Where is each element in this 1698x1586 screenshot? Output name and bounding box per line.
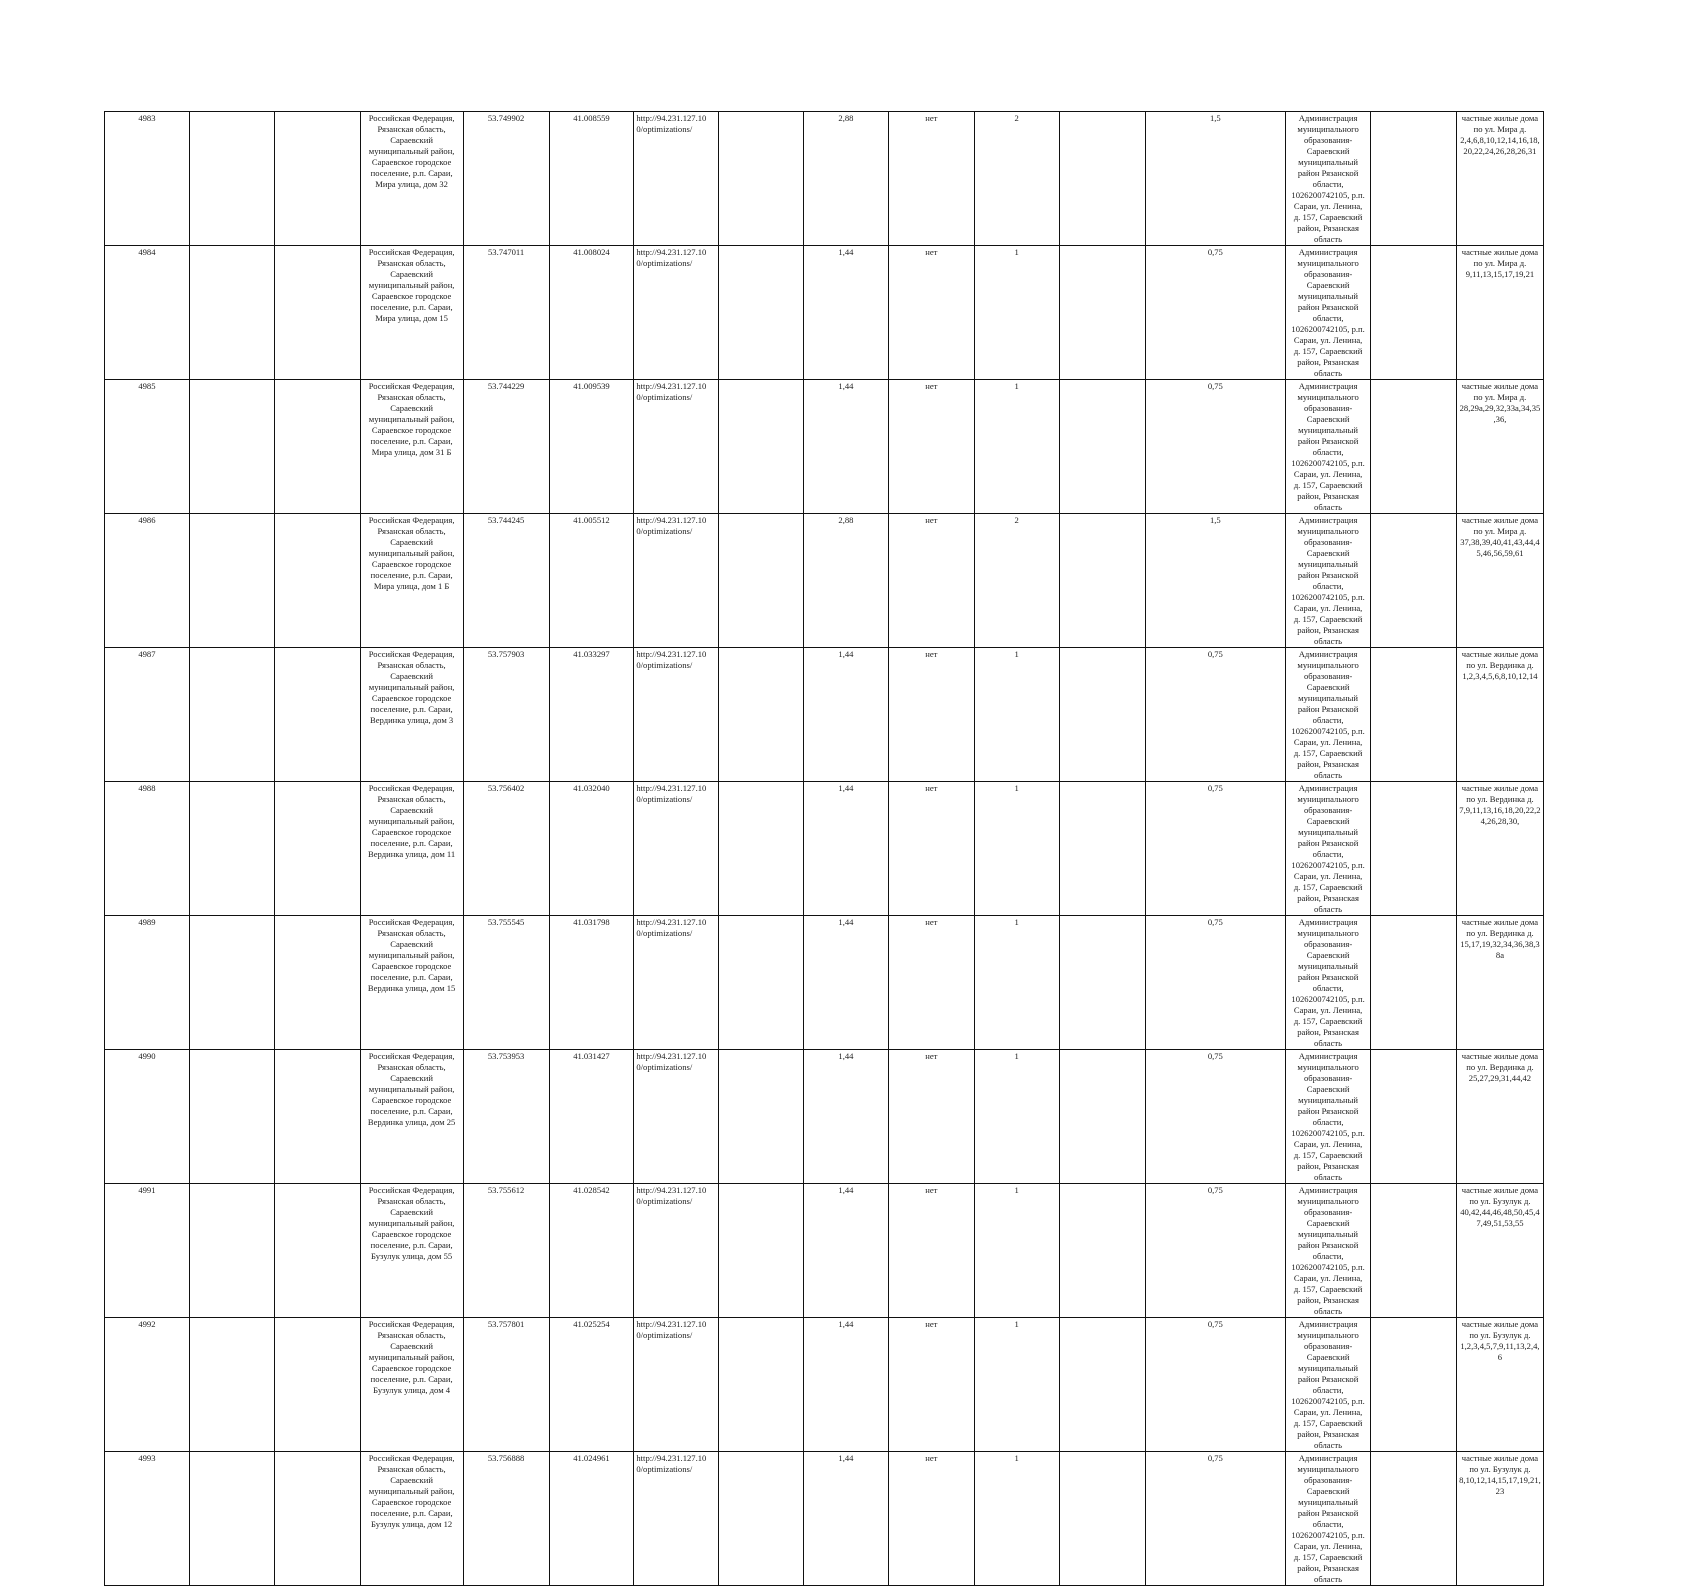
table-body [105,112,1544,1586]
longitude-cell: 41.009539 [549,380,634,514]
empty-cell [1371,1184,1457,1318]
empty-cell [1371,246,1457,380]
empty-cell [719,380,804,514]
empty-cell [274,1318,360,1452]
empty-cell [274,782,360,916]
container-count-cell: 1 [974,782,1059,916]
table-row [105,1050,1544,1184]
area-cell: 1,44 [804,1318,889,1452]
empty-cell [719,1050,804,1184]
empty-cell [189,1318,274,1452]
empty-cell [189,1050,274,1184]
empty-cell [189,916,274,1050]
owner-cell: Администрация муниципального образования- Сараевский муниципальный район Рязанской области, 1026200742105, р.п. Сараи, ул. Ленина, д. 157, Сараевский район, Рязанская область [1286,246,1371,380]
empty-cell [274,916,360,1050]
table-row [105,1452,1544,1586]
area-cell: 1,44 [804,380,889,514]
empty-cell [1059,782,1145,916]
table-row [105,246,1544,380]
empty-cell [719,514,804,648]
cover-cell: нет [888,514,974,648]
area-cell: 2,88 [804,514,889,648]
empty-cell [274,1452,360,1586]
latitude-cell: 53.744245 [463,514,549,648]
empty-cell [274,648,360,782]
latitude-cell: 53.753953 [463,1050,549,1184]
empty-cell [189,648,274,782]
empty-cell [189,112,274,246]
row-number-cell: 4991 [105,1184,190,1318]
container-count-cell: 1 [974,916,1059,1050]
waste-sources-cell: частные жилые дома по ул. Вердинка д. 25,27,29,31,44,42 [1456,1050,1543,1184]
area-cell: 2,88 [804,112,889,246]
empty-cell [1371,380,1457,514]
row-number-cell: 4989 [105,916,190,1050]
empty-cell [719,1184,804,1318]
owner-cell: Администрация муниципального образования- Сараевский муниципальный район Рязанской области, 1026200742105, р.п. Сараи, ул. Ленина, д. 157, Сараевский район, Рязанская область [1286,1318,1371,1452]
owner-cell: Администрация муниципального образования- Сараевский муниципальный район Рязанской области, 1026200742105, р.п. Сараи, ул. Ленина, д. 157, Сараевский район, Рязанская область [1286,112,1371,246]
waste-sources-cell: частные жилые дома по ул. Вердинка д. 7,9,11,13,16,18,20,22,24,26,28,30, [1456,782,1543,916]
table-row [105,380,1544,514]
cover-cell: нет [888,380,974,514]
longitude-cell: 41.031427 [549,1050,634,1184]
empty-cell [719,1318,804,1452]
address-cell: Российская Федерация, Рязанская область, Сараевский муниципальный район, Сараевское городское поселение, р.п. Сараи, Вердинка улица, дом 25 [360,1050,463,1184]
waste-sources-cell: частные жилые дома по ул. Мира д. 37,38,39,40,41,43,44,45,46,56,59,61 [1456,514,1543,648]
container-count-cell: 2 [974,514,1059,648]
area-cell: 1,44 [804,1184,889,1318]
area-cell: 1,44 [804,648,889,782]
cover-cell: нет [888,1318,974,1452]
waste-sources-cell: частные жилые дома по ул. Мира д. 2,4,6,8,10,12,14,16,18,20,22,24,26,28,26,31 [1456,112,1543,246]
waste-sources-cell: частные жилые дома по ул. Вердинка д. 1,2,3,4,5,6,8,10,12,14 [1456,648,1543,782]
latitude-cell: 53.744229 [463,380,549,514]
cover-cell: нет [888,1050,974,1184]
address-cell: Российская Федерация, Рязанская область, Сараевский муниципальный район, Сараевское городское поселение, р.п. Сараи, Мира улица, дом 31 Б [360,380,463,514]
latitude-cell: 53.755612 [463,1184,549,1318]
empty-cell [189,782,274,916]
area-cell: 1,44 [804,1050,889,1184]
table-row [105,648,1544,782]
address-cell: Российская Федерация, Рязанская область, Сараевский муниципальный район, Сараевское городское поселение, р.п. Сараи, Вердинка улица, дом 15 [360,916,463,1050]
latitude-cell: 53.747011 [463,246,549,380]
row-number-cell: 4983 [105,112,190,246]
empty-cell [1059,514,1145,648]
empty-cell [274,112,360,246]
owner-cell: Администрация муниципального образования- Сараевский муниципальный район Рязанской области, 1026200742105, р.п. Сараи, ул. Ленина, д. 157, Сараевский район, Рязанская область [1286,1050,1371,1184]
scheme-link-cell[interactable]: http://94.231.127.10 0/optimizations/ [634,112,719,246]
row-number-cell: 4985 [105,380,190,514]
row-number-cell: 4986 [105,514,190,648]
longitude-cell: 41.024961 [549,1452,634,1586]
table-row [105,1184,1544,1318]
longitude-cell: 41.032040 [549,782,634,916]
owner-cell: Администрация муниципального образования- Сараевский муниципальный район Рязанской области, 1026200742105, р.п. Сараи, ул. Ленина, д. 157, Сараевский район, Рязанская область [1286,380,1371,514]
table-row [105,1318,1544,1452]
container-count-cell: 1 [974,1050,1059,1184]
container-count-cell: 1 [974,246,1059,380]
empty-cell [1059,112,1145,246]
scheme-link-cell[interactable]: http://94.231.127.10 0/optimizations/ [634,782,719,916]
empty-cell [1371,782,1457,916]
container-volume-cell: 0,75 [1145,648,1286,782]
owner-cell: Администрация муниципального образования- Сараевский муниципальный район Рязанской области, 1026200742105, р.п. Сараи, ул. Ленина, д. 157, Сараевский район, Рязанская область [1286,916,1371,1050]
empty-cell [1059,1050,1145,1184]
address-cell: Российская Федерация, Рязанская область, Сараевский муниципальный район, Сараевское городское поселение, р.п. Сараи, Вердинка улица, дом 11 [360,782,463,916]
empty-cell [274,246,360,380]
area-cell: 1,44 [804,782,889,916]
row-number-cell: 4987 [105,648,190,782]
scheme-link-cell[interactable]: http://94.231.127.10 0/optimizations/ [634,1050,719,1184]
empty-cell [719,112,804,246]
container-volume-cell: 0,75 [1145,380,1286,514]
container-count-cell: 1 [974,1318,1059,1452]
owner-cell: Администрация муниципального образования- Сараевский муниципальный район Рязанской области, 1026200742105, р.п. Сараи, ул. Ленина, д. 157, Сараевский район, Рязанская область [1286,648,1371,782]
container-count-cell: 1 [974,648,1059,782]
cover-cell: нет [888,648,974,782]
container-volume-cell: 1,5 [1145,112,1286,246]
latitude-cell: 53.757801 [463,1318,549,1452]
waste-sources-cell: частные жилые дома по ул. Бузулук д. 1,2,3,4,5,7,9,11,13,2,4,6 [1456,1318,1543,1452]
scheme-link-cell[interactable]: http://94.231.127.10 0/optimizations/ [634,1452,719,1586]
longitude-cell: 41.008559 [549,112,634,246]
waste-sources-cell: частные жилые дома по ул. Бузулук д. 40,42,44,46,48,50,45,47,49,51,53,55 [1456,1184,1543,1318]
address-cell: Российская Федерация, Рязанская область, Сараевский муниципальный район, Сараевское городское поселение, р.п. Сараи, Бузулук улица, дом 55 [360,1184,463,1318]
latitude-cell: 53.755545 [463,916,549,1050]
empty-cell [1371,514,1457,648]
owner-cell: Администрация муниципального образования- Сараевский муниципальный район Рязанской области, 1026200742105, р.п. Сараи, ул. Ленина, д. 157, Сараевский район, Рязанская область [1286,782,1371,916]
container-count-cell: 1 [974,1452,1059,1586]
empty-cell [719,1452,804,1586]
cover-cell: нет [888,782,974,916]
empty-cell [189,1184,274,1318]
empty-cell [719,246,804,380]
address-cell: Российская Федерация, Рязанская область, Сараевский муниципальный район, Сараевское городское поселение, р.п. Сараи, Мира улица, дом 1 Б [360,514,463,648]
cover-cell: нет [888,1452,974,1586]
empty-cell [274,514,360,648]
table-row [105,916,1544,1050]
empty-cell [1059,1452,1145,1586]
empty-cell [1059,1184,1145,1318]
empty-cell [1059,648,1145,782]
address-cell: Российская Федерация, Рязанская область, Сараевский муниципальный район, Сараевское городское поселение, р.п. Сараи, Бузулук улица, дом 12 [360,1452,463,1586]
table-row [105,514,1544,648]
empty-cell [189,380,274,514]
empty-cell [719,648,804,782]
scheme-link-cell[interactable]: http://94.231.127.10 0/optimizations/ [634,648,719,782]
table-row [105,112,1544,246]
longitude-cell: 41.008024 [549,246,634,380]
container-volume-cell: 0,75 [1145,1184,1286,1318]
empty-cell [1371,1318,1457,1452]
row-number-cell: 4990 [105,1050,190,1184]
address-cell: Российская Федерация, Рязанская область, Сараевский муниципальный район, Сараевское городское поселение, р.п. Сараи, Бузулук улица, дом 4 [360,1318,463,1452]
row-number-cell: 4988 [105,782,190,916]
address-cell: Российская Федерация, Рязанская область, Сараевский муниципальный район, Сараевское городское поселение, р.п. Сараи, Мира улица, дом 32 [360,112,463,246]
empty-cell [1371,112,1457,246]
container-volume-cell: 0,75 [1145,1050,1286,1184]
container-count-cell: 1 [974,1184,1059,1318]
empty-cell [1059,916,1145,1050]
waste-sites-table [104,111,1544,1586]
owner-cell: Администрация муниципального образования- Сараевский муниципальный район Рязанской области, 1026200742105, р.п. Сараи, ул. Ленина, д. 157, Сараевский район, Рязанская область [1286,1184,1371,1318]
waste-sources-cell: частные жилые дома по ул. Бузулук д. 8,10,12,14,15,17,19,21,23 [1456,1452,1543,1586]
container-volume-cell: 0,75 [1145,916,1286,1050]
empty-cell [719,916,804,1050]
container-count-cell: 1 [974,380,1059,514]
scheme-link-cell[interactable]: http://94.231.127.10 0/optimizations/ [634,1318,719,1452]
empty-cell [189,1452,274,1586]
owner-cell: Администрация муниципального образования- Сараевский муниципальный район Рязанской области, 1026200742105, р.п. Сараи, ул. Ленина, д. 157, Сараевский район, Рязанская область [1286,1452,1371,1586]
longitude-cell: 41.033297 [549,648,634,782]
empty-cell [1059,246,1145,380]
cover-cell: нет [888,1184,974,1318]
waste-sources-cell: частные жилые дома по ул. Вердинка д. 15,17,19,32,34,36,38,38а [1456,916,1543,1050]
row-number-cell: 4984 [105,246,190,380]
address-cell: Российская Федерация, Рязанская область, Сараевский муниципальный район, Сараевское городское поселение, р.п. Сараи, Мира улица, дом 15 [360,246,463,380]
empty-cell [274,1050,360,1184]
empty-cell [274,380,360,514]
table-row [105,782,1544,916]
area-cell: 1,44 [804,1452,889,1586]
empty-cell [1371,1050,1457,1184]
row-number-cell: 4992 [105,1318,190,1452]
scheme-link-cell[interactable]: http://94.231.127.10 0/optimizations/ [634,514,719,648]
longitude-cell: 41.028542 [549,1184,634,1318]
waste-sources-cell: частные жилые дома по ул. Мира д. 9,11,13,15,17,19,21 [1456,246,1543,380]
longitude-cell: 41.031798 [549,916,634,1050]
empty-cell [1371,648,1457,782]
scheme-link-cell[interactable]: http://94.231.127.10 0/optimizations/ [634,916,719,1050]
empty-cell [719,782,804,916]
container-volume-cell: 0,75 [1145,1452,1286,1586]
empty-cell [1059,1318,1145,1452]
latitude-cell: 53.756888 [463,1452,549,1586]
address-cell: Российская Федерация, Рязанская область, Сараевский муниципальный район, Сараевское городское поселение, р.п. Сараи, Вердинка улица, дом 3 [360,648,463,782]
latitude-cell: 53.757903 [463,648,549,782]
container-volume-cell: 0,75 [1145,246,1286,380]
container-volume-cell: 1,5 [1145,514,1286,648]
cover-cell: нет [888,246,974,380]
empty-cell [189,514,274,648]
empty-cell [1059,380,1145,514]
waste-sources-cell: частные жилые дома по ул. Мира д. 28,29а,29,32,33а,34,35,36, [1456,380,1543,514]
empty-cell [189,246,274,380]
container-count-cell: 2 [974,112,1059,246]
empty-cell [1371,916,1457,1050]
area-cell: 1,44 [804,916,889,1050]
empty-cell [274,1184,360,1318]
longitude-cell: 41.025254 [549,1318,634,1452]
scheme-link-cell[interactable]: http://94.231.127.10 0/optimizations/ [634,380,719,514]
owner-cell: Администрация муниципального образования- Сараевский муниципальный район Рязанской области, 1026200742105, р.п. Сараи, ул. Ленина, д. 157, Сараевский район, Рязанская область [1286,514,1371,648]
container-volume-cell: 0,75 [1145,782,1286,916]
row-number-cell: 4993 [105,1452,190,1586]
scheme-link-cell[interactable]: http://94.231.127.10 0/optimizations/ [634,1184,719,1318]
longitude-cell: 41.005512 [549,514,634,648]
scheme-link-cell[interactable]: http://94.231.127.10 0/optimizations/ [634,246,719,380]
cover-cell: нет [888,112,974,246]
latitude-cell: 53.749902 [463,112,549,246]
area-cell: 1,44 [804,246,889,380]
container-volume-cell: 0,75 [1145,1318,1286,1452]
empty-cell [1371,1452,1457,1586]
latitude-cell: 53.756402 [463,782,549,916]
cover-cell: нет [888,916,974,1050]
